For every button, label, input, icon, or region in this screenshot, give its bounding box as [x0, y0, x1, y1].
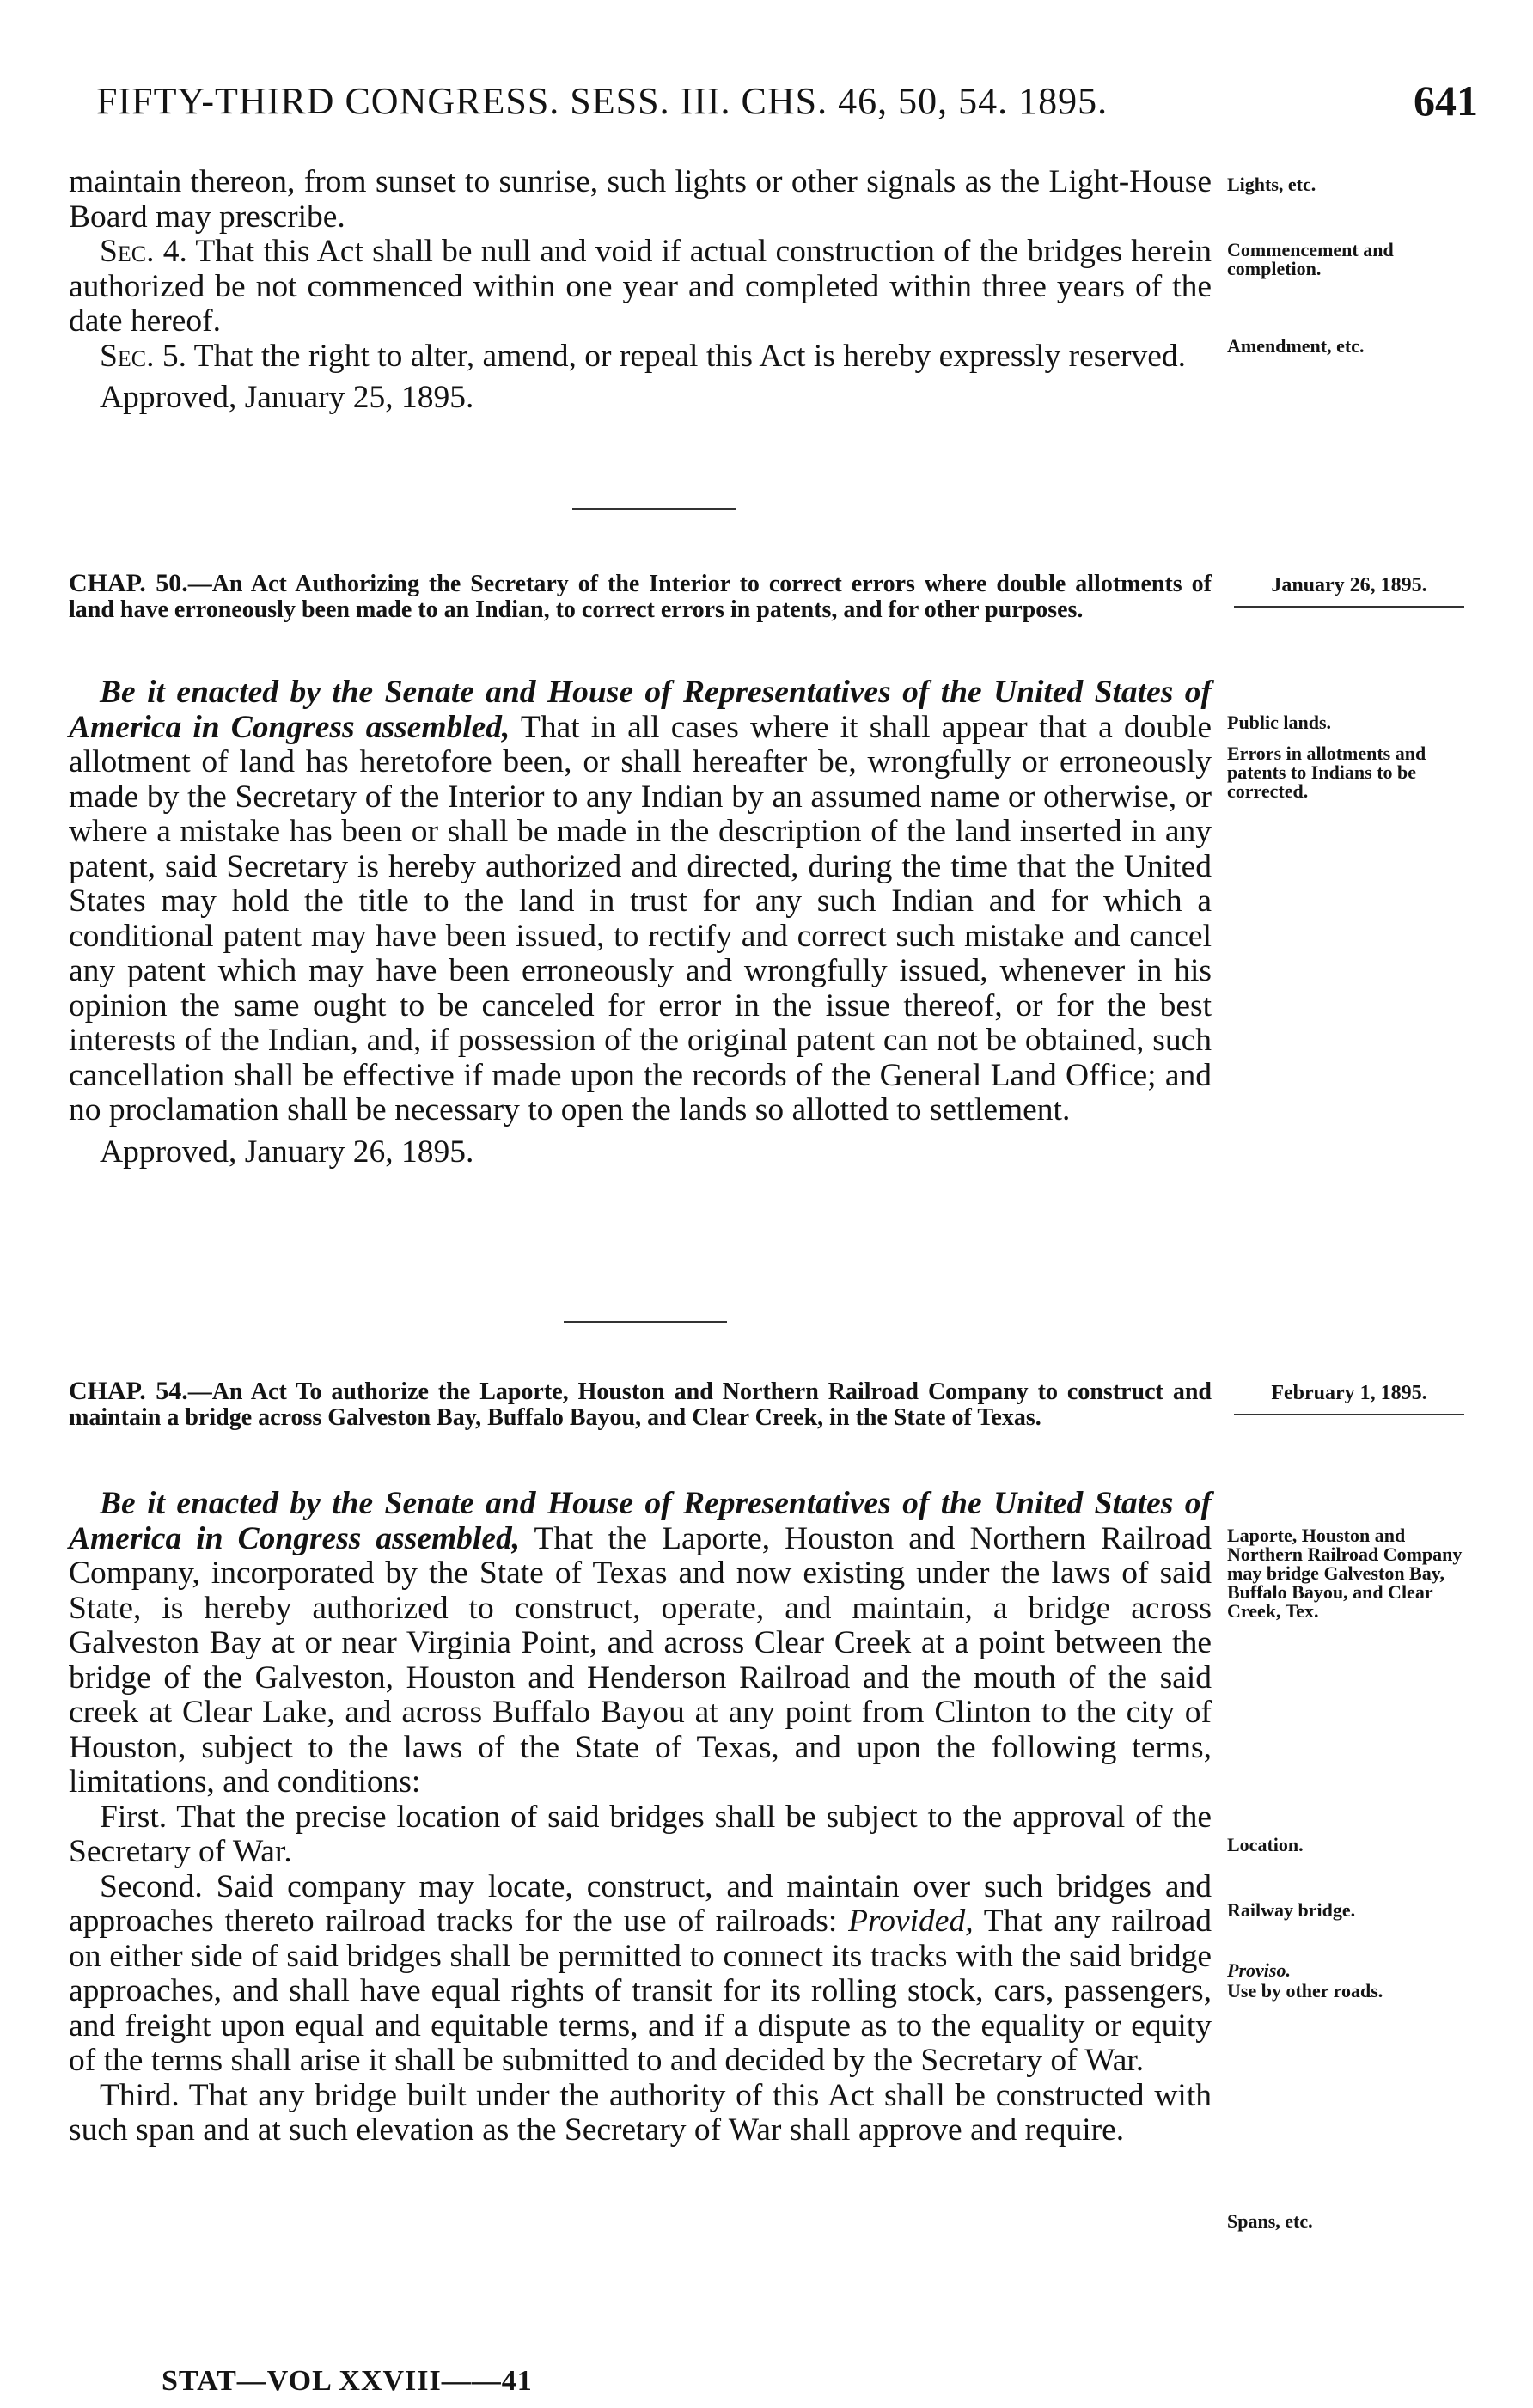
margin-note-commencement: Commencement and completion. — [1227, 239, 1394, 279]
header-title: FIFTY-THIRD CONGRESS. SESS. III. CHS. 46, 50, 54. 1895. — [96, 80, 1109, 122]
margin-note-lights: Lights, etc. — [1227, 174, 1316, 195]
enacting-clause: Be it enacted by the Senate and House of Representatives of the United States of America in Congress assembled, — [69, 1486, 1212, 1556]
margin-note-railway-bridge: Railway bridge. — [1227, 1899, 1356, 1921]
chapter-54-body — [69, 1487, 1212, 2148]
margin-note-public-lands: Public lands. — [1227, 712, 1332, 733]
section-divider — [564, 1321, 727, 1323]
chapter-description: —An Act Authorizing the Secretary of the Interior to correct errors where double allotments of land have erroneously been made to an Indian, to correct errors in patents, and for other purposes. — [69, 571, 1212, 623]
paragraph-second — [69, 1870, 1212, 2079]
chapter-46-conclusion — [69, 165, 1212, 416]
date-note-february-1: February 1, 1895. — [1234, 1382, 1464, 1415]
paragraph-sec-5 — [69, 339, 1212, 375]
chapter-50-title — [69, 571, 1212, 623]
second-text: Second. Said company may locate, construct, and maintain over such bridges and approaches thereto railroad tracks for the use of railroads: — [69, 1868, 1212, 1939]
enacting-clause: Be it enacted by the Senate and House of Representatives of the United States of America in Congress assembled, — [69, 675, 1212, 745]
paragraph-sec-4 — [69, 235, 1212, 339]
proviso-word: Provided, — [848, 1904, 974, 1939]
section-text: That this Act shall be null and void if actual construction of the bridges herein authorized be not commenced within one year and completed within three years of the date hereof. — [69, 234, 1212, 339]
section-label: Sec. 5. — [100, 338, 186, 374]
enacting-paragraph — [69, 1487, 1212, 1800]
enacting-text: That the Laporte, Houston and Northern Railroad Company, incorporated by the State of Texas and now existing under the laws of said State, is hereby authorized to construct, operate, and maintain, a bridge across Galveston Bay at or near Virginia Point, and across Clear Creek at a point between the bridge of the Galveston, Houston and Henderson Railroad and the mouth of the said creek at Clear Lake, and across Buffalo Bayou at any point from Clinton to the city of Houston, subject to the laws of the State of Texas, and upon the following terms, limitations, and conditions: — [69, 1520, 1212, 1800]
chapter-label: CHAP. 54. — [69, 1377, 188, 1405]
margin-note-use-by-other-roads: Use by other roads. — [1227, 1980, 1383, 2002]
margin-note-spans: Spans, etc. — [1227, 2210, 1313, 2232]
signature-footer: STAT—VOL XXVIII——41 — [162, 2365, 533, 2397]
margin-note-location: Location. — [1227, 1834, 1304, 1855]
chapter-50-body — [69, 675, 1212, 1170]
margin-note-amendment: Amendment, etc. — [1227, 335, 1365, 357]
paragraph-lights: maintain thereon, from sunset to sunrise, such lights or other signals as the Light-House Board may prescribe. — [69, 164, 1212, 235]
paragraph-third: Third. That any bridge built under the authority of this Act shall be constructed with such span and at such elevation as the Secretary of War shall approve and require. — [69, 2077, 1212, 2148]
chapter-label: CHAP. 50. — [69, 569, 188, 597]
proviso-text: That any railroad on either side of said bridges shall be permitted to connect its tracks with the said bridge approaches, and shall have equal rights of transit for its rolling stock, cars, passengers, and freight upon equal and equitable terms, and if a dispute as to the equality or equity of the terms shall arise it shall be submitted to and decided by the Secretary of War. — [69, 1904, 1212, 2078]
margin-note-errors-allotments: Errors in allotments and patents to Indians to be corrected. — [1227, 743, 1426, 802]
date-note-january-26: January 26, 1895. — [1234, 574, 1464, 608]
section-label: Sec. 4. — [100, 234, 187, 269]
enacting-paragraph — [69, 675, 1212, 1128]
approved-date: Approved, January 25, 1895. — [100, 380, 474, 415]
section-divider — [572, 508, 736, 510]
approved-date: Approved, January 26, 1895. — [100, 1134, 474, 1170]
page-number: 641 — [1414, 76, 1478, 125]
paragraph-first: First. That the precise location of said bridges shall be subject to the approval of the Secretary of War. — [69, 1799, 1212, 1869]
chapter-description: —An Act To authorize the Laporte, Houston and Northern Railroad Company to construct and maintain a bridge across Galveston Bay, Buffalo Bayou, and Clear Creek, in the State of Texas. — [69, 1378, 1212, 1431]
section-text: That the right to alter, amend, or repeal this Act is hereby expressly reserved. — [193, 338, 1187, 374]
running-header — [69, 76, 1478, 131]
chapter-54-title — [69, 1378, 1212, 1431]
margin-note-proviso: Proviso. — [1227, 1959, 1291, 1981]
enacting-text: That in all cases where it shall appear that a double allotment of land has heretofore been, or shall hereafter be, wrongfully or erroneously made by the Secretary of the Interior to any Indian by an assumed name or otherwise, or where a mistake has been or shall be made in the description of the land inserted in any patent, said Secretary is hereby authorized and directed, during the time that the United States may hold the title to the land in trust for any such Indian and for which a conditional patent may have been issued, to rectify and correct such mistake and cancel any patent which may have been erroneously and wrongfully issued, whenever in his opinion the same ought to be canceled for error in the issue thereof, or for the best interests of the Indian, and, if possession of the original patent can not be obtained, such cancellation shall be effective if made upon the records of the General Land Office; and no proclamation shall be necessary to open the lands so allotted to settlement. — [69, 709, 1212, 1128]
margin-note-laporte-bridge: Laporte, Houston and Northern Railroad Company may bridge Galveston Bay, Buffalo Bayou, and Clear Creek, Tex. — [1227, 1525, 1463, 1622]
